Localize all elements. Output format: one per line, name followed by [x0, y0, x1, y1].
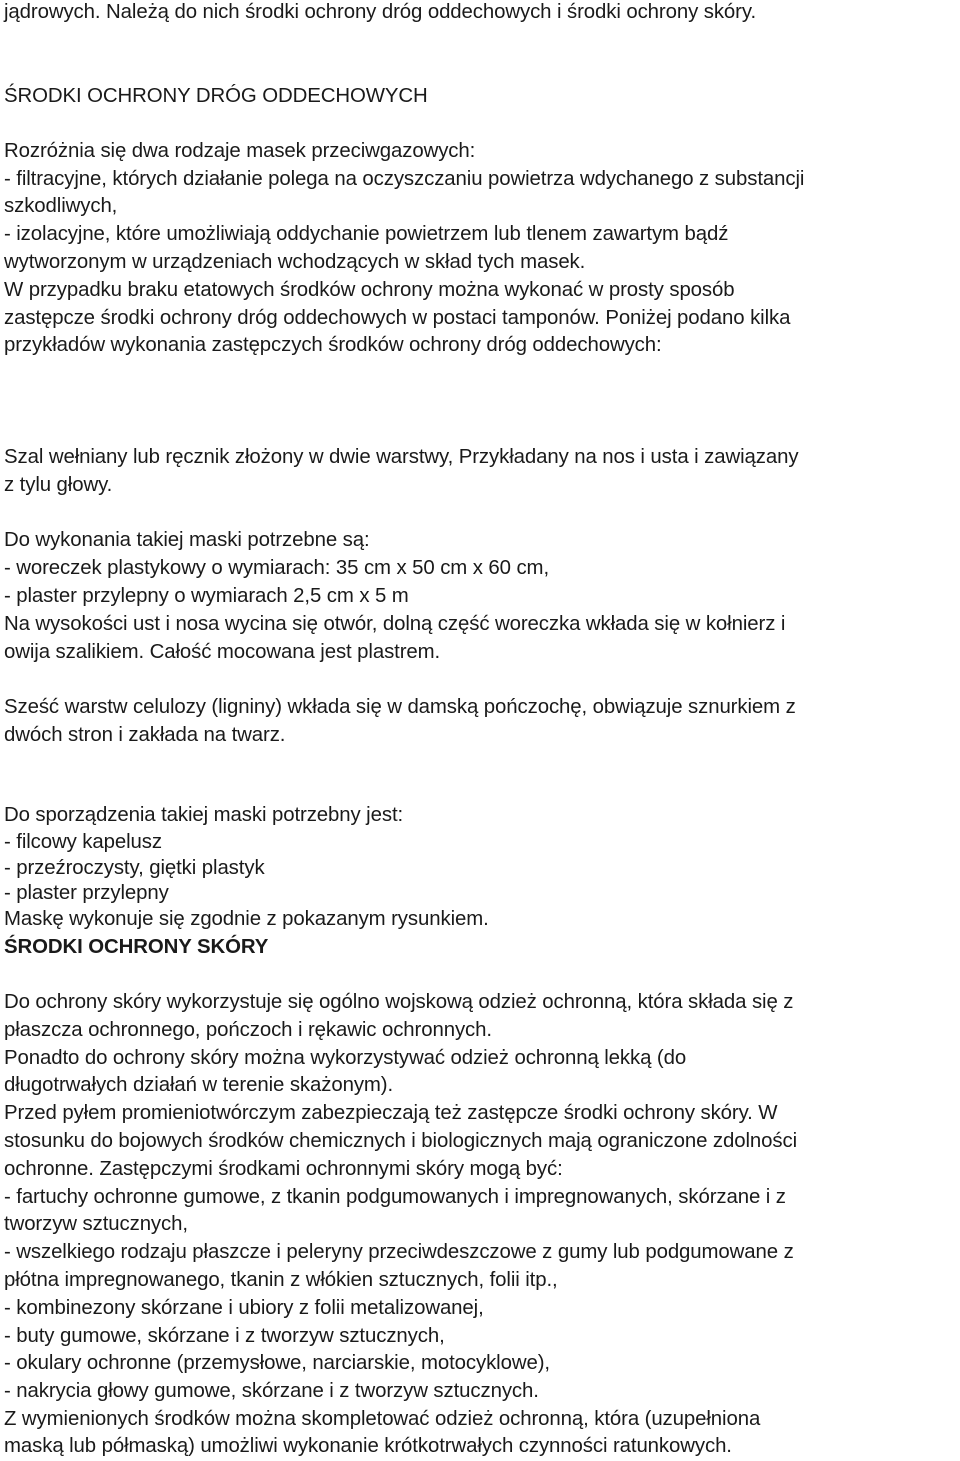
text-line: wytworzonym w urządzeniach wchodzących w skład tych masek.: [4, 251, 586, 273]
text-line: płótna impregnowanego, tkanin z włókien sztucznych, folii itp.,: [4, 1269, 558, 1291]
section-heading: ŚRODKI OCHRONY SKÓRY: [4, 936, 269, 958]
text-line: Na wysokości ust i nosa wycina się otwór, dolną część woreczka wkłada się w kołnierz i: [4, 613, 786, 635]
text-line: Z wymienionych środków można skompletować odzież ochronną, która (uzupełniona: [4, 1408, 761, 1430]
list-item: - kombinezony skórzane i ubiory z folii metalizowanej,: [4, 1297, 484, 1319]
text-line: Sześć warstw celulozy (ligniny) wkłada się w damską pończochę, obwiązuje sznurkiem z: [4, 696, 796, 718]
list-item: - plaster przylepny: [4, 882, 169, 904]
list-item: - przeźroczysty, giętki plastyk: [4, 857, 265, 879]
text-line: dwóch stron i zakłada na twarz.: [4, 724, 286, 746]
list-item: - filcowy kapelusz: [4, 831, 162, 853]
text-line: przykładów wykonania zastępczych środków ochrony dróg oddechowych:: [4, 334, 662, 356]
text-line: owija szalikiem. Całość mocowana jest plastrem.: [4, 641, 441, 663]
text-line: - izolacyjne, które umożliwiają oddychanie powietrzem lub tlenem zawartym bądź: [4, 223, 729, 245]
text-line: - plaster przylepny o wymiarach 2,5 cm x 5 m: [4, 585, 409, 607]
text-line: z tylu głowy.: [4, 474, 113, 496]
text-line: Maskę wykonuje się zgodnie z pokazanym rysunkiem.: [4, 908, 489, 930]
list-item: - nakrycia głowy gumowe, skórzane i z tworzyw sztucznych.: [4, 1380, 539, 1402]
text-line: Do sporządzenia takiej maski potrzebny jest:: [4, 804, 404, 826]
text-line: szkodliwych,: [4, 195, 118, 217]
list-item: - okulary ochronne (przemysłowe, narciarskie, motocyklowe),: [4, 1352, 550, 1374]
list-item: - fartuchy ochronne gumowe, z tkanin podgumowanych i impregnowanych, skórzane i z: [4, 1186, 786, 1208]
text-line: - filtracyjne, których działanie polega na oczyszczaniu powietrza wdychanego z substancji: [4, 168, 805, 190]
text-line: stosunku do bojowych środków chemicznych i biologicznych mają ograniczone zdolności: [4, 1130, 798, 1152]
section-heading: ŚRODKI OCHRONY DRÓG ODDECHOWYCH: [4, 85, 428, 107]
text-line: Szal wełniany lub ręcznik złożony w dwie warstwy, Przykładany na nos i usta i zawiązany: [4, 446, 799, 468]
text-line: - woreczek plastykowy o wymiarach: 35 cm x 50 cm x 60 cm,: [4, 557, 550, 579]
text-line: zastępcze środki ochrony dróg oddechowych w postaci tamponów. Poniżej podano kilka: [4, 307, 791, 329]
list-item: - buty gumowe, skórzane i z tworzyw sztucznych,: [4, 1325, 445, 1347]
text-line: Do wykonania takiej maski potrzebne są:: [4, 529, 370, 551]
text-line: Przed pyłem promieniotwórczym zabezpieczają też zastępcze środki ochrony skóry. W: [4, 1102, 778, 1124]
text-line: Ponadto do ochrony skóry można wykorzystywać odzież ochronną lekką (do: [4, 1047, 687, 1069]
text-line: Do ochrony skóry wykorzystuje się ogólno wojskową odzież ochronną, która składa się z: [4, 991, 794, 1013]
text-line: ochronne. Zastępczymi środkami ochronnymi skóry mogą być:: [4, 1158, 563, 1180]
list-item: - wszelkiego rodzaju płaszcze i peleryny przeciwdeszczowe z gumy lub podgumowane z: [4, 1241, 794, 1263]
text-line: maską lub półmaską) umożliwi wykonanie krótkotrwałych czynności ratunkowych.: [4, 1435, 732, 1457]
text-line: jądrowych. Należą do nich środki ochrony dróg oddechowych i środki ochrony skóry.: [4, 1, 757, 23]
text-line: długotrwałych działań w terenie skażonym).: [4, 1074, 394, 1096]
text-line: tworzyw sztucznych,: [4, 1213, 188, 1235]
text-line: płaszcza ochronnego, pończoch i rękawic ochronnych.: [4, 1019, 492, 1041]
text-line: Rozróżnia się dwa rodzaje masek przeciwgazowych:: [4, 140, 476, 162]
text-line: W przypadku braku etatowych środków ochrony można wykonać w prosty sposób: [4, 279, 735, 301]
